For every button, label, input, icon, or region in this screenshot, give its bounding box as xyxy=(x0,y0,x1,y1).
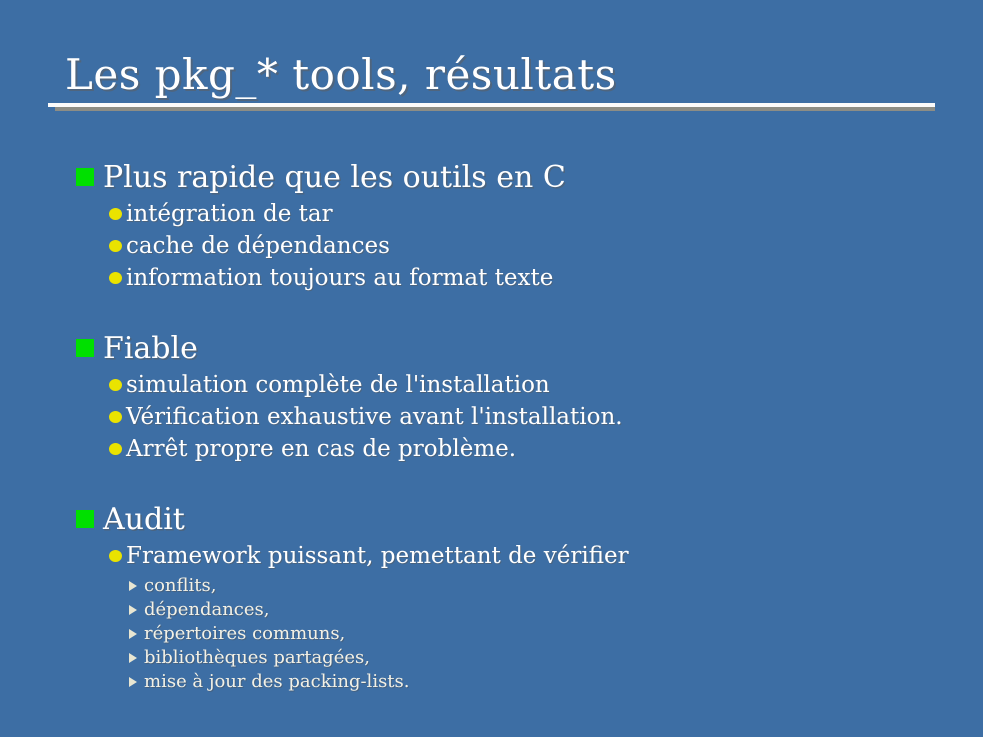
sub-list-item xyxy=(76,598,953,622)
sub-list xyxy=(76,540,953,694)
section-fiable xyxy=(76,331,953,465)
sub-list-item-text: bibliothèques partagées, xyxy=(144,647,370,668)
sub-list-item xyxy=(76,646,953,670)
yellow-dot-bullet-icon xyxy=(109,272,122,284)
list-item xyxy=(76,262,953,294)
sub-list-item xyxy=(76,574,953,598)
section-rapide xyxy=(76,160,953,294)
yellow-dot-bullet-icon xyxy=(109,208,122,220)
triangle-bullet-icon xyxy=(129,581,137,591)
sub-list-item xyxy=(76,622,953,646)
sub-sub-list xyxy=(76,574,953,694)
green-square-bullet-icon xyxy=(76,339,94,357)
yellow-dot-bullet-icon xyxy=(109,240,122,252)
list-item-text: information toujours au format texte xyxy=(126,265,554,291)
yellow-dot-bullet-icon xyxy=(109,550,122,562)
list-item xyxy=(76,198,953,230)
yellow-dot-bullet-icon xyxy=(109,379,122,391)
list-item-text: cache de dépendances xyxy=(126,233,390,259)
list-item xyxy=(76,540,953,572)
list-item-text: Arrêt propre en cas de problème. xyxy=(126,436,517,462)
list-item xyxy=(76,230,953,262)
triangle-bullet-icon xyxy=(129,629,137,639)
heading-text: Fiable xyxy=(103,331,198,366)
heading-text: Plus rapide que les outils en C xyxy=(103,160,566,195)
heading-text: Audit xyxy=(103,502,185,537)
list-item-text: Vérification exhaustive avant l'installation. xyxy=(126,404,623,430)
yellow-dot-bullet-icon xyxy=(109,411,122,423)
bullet-heading xyxy=(76,160,953,196)
sub-list xyxy=(76,369,953,465)
bullet-heading xyxy=(76,502,953,538)
list-item xyxy=(76,369,953,401)
sub-list xyxy=(76,198,953,294)
slide-body xyxy=(76,160,953,694)
list-item-text: Framework puissant, pemettant de vérifier xyxy=(126,543,629,569)
sub-list-item xyxy=(76,670,953,694)
section-audit xyxy=(76,502,953,694)
triangle-bullet-icon xyxy=(129,677,137,687)
green-square-bullet-icon xyxy=(76,510,94,528)
list-item xyxy=(76,433,953,465)
green-square-bullet-icon xyxy=(76,168,94,186)
list-item-text: intégration de tar xyxy=(126,201,333,227)
triangle-bullet-icon xyxy=(129,605,137,615)
title-underline xyxy=(48,103,935,111)
list-item xyxy=(76,401,953,433)
sub-list-item-text: dépendances, xyxy=(144,599,270,620)
title-block xyxy=(48,50,935,111)
yellow-dot-bullet-icon xyxy=(109,443,122,455)
list-item-text: simulation complète de l'installation xyxy=(126,372,550,398)
slide-title: Les pkg_* tools, résultats xyxy=(65,50,617,99)
bullet-heading xyxy=(76,331,953,367)
sub-list-item-text: conflits, xyxy=(144,575,217,596)
triangle-bullet-icon xyxy=(129,653,137,663)
sub-list-item-text: répertoires communs, xyxy=(144,623,346,644)
title-underline-shadow xyxy=(55,107,935,111)
sub-list-item-text: mise à jour des packing-lists. xyxy=(144,671,410,692)
